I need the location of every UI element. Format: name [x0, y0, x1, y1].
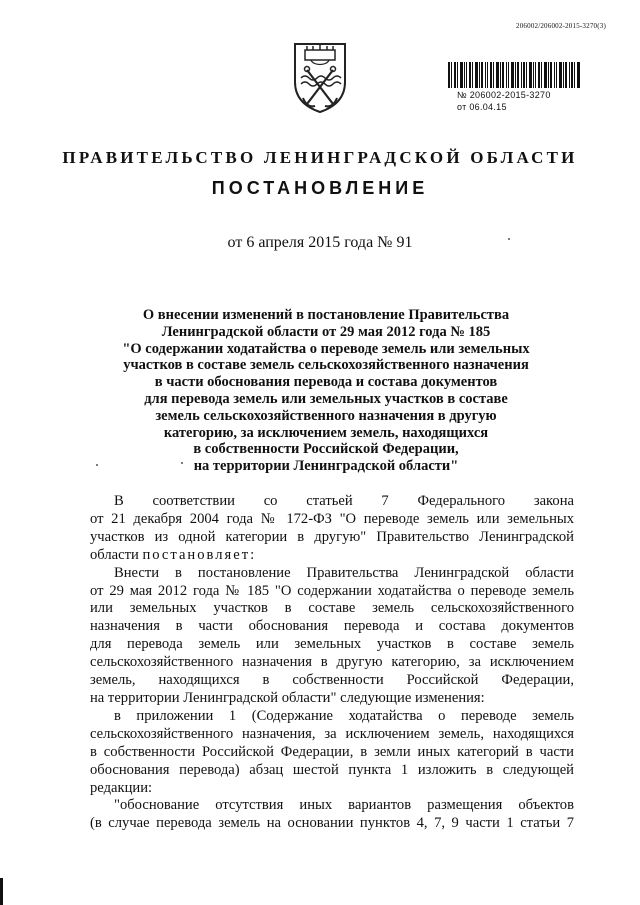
body-line: в собственности Российской Федерации, в земли иных категорий в части	[90, 743, 574, 760]
body-line: Внести в постановление Правительства Ленинградской области	[114, 564, 574, 581]
body-line	[90, 547, 574, 565]
body-line: от 21 декабря 2004 года № 172-ФЗ "О переводе земель или земельных	[90, 510, 574, 527]
registration-date: от 06.04.15	[457, 102, 507, 112]
registration-number: № 206002-2015-3270	[457, 90, 551, 100]
subject-line: в части обоснования перевода и состава документов	[154, 374, 498, 391]
subject-line: земель сельскохозяйственного назначения в другую	[155, 407, 497, 424]
resolution-subject	[108, 307, 544, 475]
body-line: назначения в части обоснования перевода и состава документов	[90, 618, 574, 635]
leningrad-oblast-coat-of-arms-icon	[289, 40, 351, 114]
body-line: сельскохозяйственного назначения в другую категорию, за исключением	[90, 654, 574, 671]
body-line: или земельных участков в составе земель сельскохозяйственного	[90, 600, 574, 617]
barcode-icon	[448, 62, 580, 88]
body-line: участков из одной категории в другую" Правительство Ленинградской	[90, 528, 574, 545]
body-line: сельскохозяйственного назначения, за исключением земель, находящихся	[90, 725, 574, 742]
scan-edge-mark	[0, 878, 3, 905]
subject-line: в собственности Российской Федерации,	[193, 441, 459, 458]
document-type: ПОСТАНОВЛЕНИЕ	[211, 178, 429, 198]
body-line: на территории Ленинградской области" следующие изменения:	[90, 689, 485, 706]
document-date: от 6 апреля 2015 года № 91	[227, 234, 413, 251]
body-line: от 29 мая 2012 года № 185 "О содержании ходатайства о переводе земель	[90, 582, 574, 599]
body-line: в приложении 1 (Содержание ходатайства о переводе земель	[114, 707, 574, 724]
body-line: обоснования перевода) абзац шестой пункта 1 изложить в следующей	[90, 761, 574, 778]
scan-speck	[181, 462, 183, 464]
body-line: "обоснование отсутствия иных вариантов размещения объектов	[114, 797, 574, 814]
body-line: для перевода земель или земельных участков в составе земель	[90, 636, 574, 653]
body-line: В соответствии со статьей 7 Федерального закона	[114, 493, 574, 509]
subject-line: категорию, за исключением земель, находящихся	[163, 424, 489, 441]
subject-line: для перевода земель или земельных участков в составе	[144, 390, 508, 407]
subject-line: О внесении изменений в постановление Правительства	[142, 307, 510, 323]
subject-line: "О содержании ходатайства о переводе земель или земельных	[122, 340, 530, 357]
scan-speck	[508, 238, 510, 240]
resolution-body	[90, 493, 574, 833]
scan-speck	[96, 464, 98, 466]
body-text-fragment: области	[90, 546, 139, 563]
body-line: (в случае перевода земель на основании пунктов 4, 7, 9 части 1 статьи 7	[90, 815, 574, 832]
resolves-word: постановляет:	[142, 546, 257, 563]
body-line: редакции:	[90, 779, 153, 796]
government-title: ПРАВИТЕЛЬСТВО ЛЕНИНГРАДСКОЙ ОБЛАСТИ	[62, 148, 578, 167]
subject-line: на территории Ленинградской области"	[193, 458, 459, 475]
subject-line: участков в составе земель сельскохозяйственного назначения	[123, 357, 529, 374]
document-code: 206002/206002-2015-3270(3)	[516, 22, 606, 30]
subject-line: Ленинградской области от 29 мая 2012 года № 185	[161, 323, 491, 340]
body-line: земель, находящихся в собственности Российской Федерации,	[90, 672, 574, 689]
